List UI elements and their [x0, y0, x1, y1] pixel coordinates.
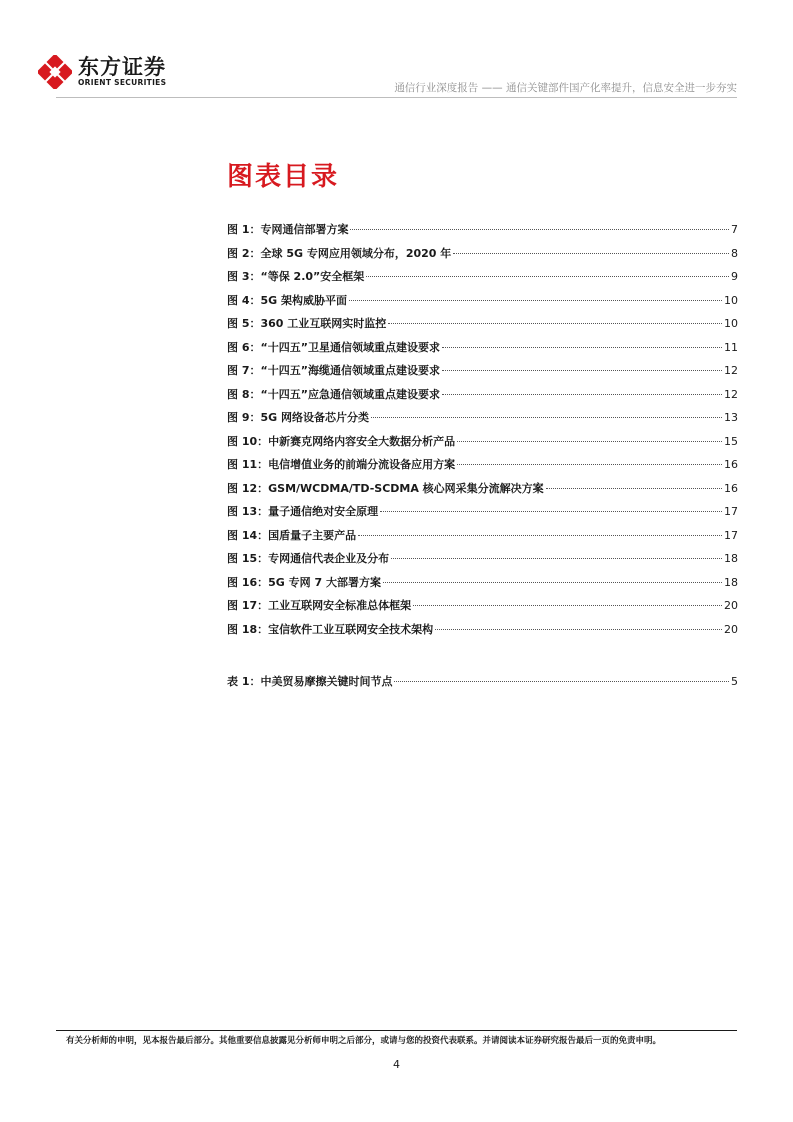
- toc-leader-dots: [546, 488, 722, 489]
- footer-disclaimer: 有关分析师的申明，见本报告最后部分。其他重要信息披露见分析师申明之后部分，或请与您的投资代表联系。并请阅读本证券研究报告最后一页的免责申明。: [66, 1036, 662, 1046]
- toc-entry-page: 10: [724, 293, 738, 307]
- toc-entry[interactable]: [227, 362, 738, 386]
- page-title: 图表目录: [227, 162, 340, 192]
- toc-leader-dots: [391, 558, 722, 559]
- footer-divider: [56, 1030, 737, 1031]
- toc-entry-label: 图 13：量子通信绝对安全原理: [227, 505, 379, 518]
- logo-chinese-name: 东方证券: [78, 55, 166, 79]
- toc-entry-label: 图 2：全球 5G 专网应用领域分布，2020 年: [227, 246, 452, 260]
- header-divider: [56, 97, 737, 98]
- toc-entry[interactable]: [227, 550, 738, 574]
- toc-entry-page: 15: [724, 434, 738, 448]
- toc-entry-page: 20: [724, 622, 738, 636]
- toc-leader-dots: [442, 370, 722, 371]
- toc-entry-page: 7: [731, 223, 738, 236]
- toc-entry[interactable]: [227, 315, 738, 339]
- toc-entry-label: 图 9：5G 网络设备芯片分类: [227, 411, 369, 424]
- toc-entry-page: 12: [724, 364, 738, 377]
- toc-entry[interactable]: [227, 673, 738, 697]
- toc-entry-page: 17: [724, 528, 738, 542]
- toc-entry-label: 图 7：“十四五”海缆通信领域重点建设要求: [227, 364, 440, 377]
- toc-leader-dots: [380, 511, 722, 512]
- toc-entry[interactable]: [227, 292, 738, 316]
- toc-entry[interactable]: [227, 527, 738, 551]
- toc-entry-label: 图 16：5G 专网 7 大部署方案: [227, 575, 381, 589]
- toc-entry[interactable]: [227, 268, 738, 292]
- toc-entry[interactable]: [227, 621, 738, 645]
- toc-leader-dots: [388, 323, 722, 324]
- toc-leader-dots: [435, 629, 722, 630]
- company-logo: [38, 55, 166, 89]
- toc-entry-page: 11: [724, 340, 738, 354]
- toc-entry-label: 图 10：中新赛克网络内容安全大数据分析产品: [227, 434, 456, 448]
- toc-leader-dots: [442, 394, 722, 395]
- toc-entry-label: 图 5：360 工业互联网实时监控: [227, 317, 387, 330]
- toc-entry-page: 16: [724, 481, 738, 495]
- logo-english-name: ORIENT SECURITIES: [78, 78, 167, 87]
- table-list: [227, 673, 738, 697]
- toc-leader-dots: [413, 605, 722, 606]
- toc-leader-dots: [383, 582, 722, 583]
- report-header-title: 通信行业深度报告 —— 通信关键部件国产化率提升，信息安全进一步夯实: [394, 82, 737, 94]
- toc-entry-label: 图 6：“十四五”卫星通信领域重点建设要求: [227, 340, 440, 354]
- toc-entry-label: 表 1：中美贸易摩擦关键时间节点: [227, 675, 393, 688]
- toc-entry[interactable]: [227, 480, 738, 504]
- toc-leader-dots: [394, 681, 729, 682]
- toc-entry[interactable]: [227, 503, 738, 527]
- toc-entry-page: 5: [731, 675, 738, 688]
- toc-leader-dots: [457, 441, 722, 442]
- toc-entry-label: 图 12：GSM/WCDMA/TD-SCDMA 核心网采集分流解决方案: [227, 481, 544, 495]
- toc-leader-dots: [350, 229, 729, 230]
- toc-entry-label: 图 4：5G 架构威胁平面: [227, 293, 347, 307]
- toc-entry-page: 16: [724, 458, 738, 471]
- toc-entry-label: 图 18：宝信软件工业互联网安全技术架构: [227, 622, 434, 636]
- toc-entry-page: 17: [724, 505, 738, 518]
- toc-entry[interactable]: [227, 221, 738, 245]
- toc-entry[interactable]: [227, 433, 738, 457]
- toc-leader-dots: [358, 535, 722, 536]
- figure-list: [227, 221, 738, 644]
- toc-entry-page: 8: [731, 246, 738, 260]
- toc-entry-label: 图 15：专网通信代表企业及分布: [227, 552, 390, 565]
- toc-entry-label: 图 1：专网通信部署方案: [227, 223, 349, 236]
- toc-entry-page: 20: [724, 599, 738, 612]
- toc-leader-dots: [366, 276, 729, 277]
- toc-entry-label: 图 3：“等保 2.0”安全框架: [227, 270, 365, 283]
- toc-entry[interactable]: [227, 386, 738, 410]
- toc-entry-page: 9: [731, 270, 738, 283]
- toc-leader-dots: [371, 417, 722, 418]
- page-number: 4: [393, 1058, 400, 1071]
- toc-entry-page: 18: [724, 575, 738, 589]
- toc-entry-page: 12: [724, 387, 738, 401]
- toc-entry-page: 13: [724, 411, 738, 424]
- toc-entry-label: 图 14：国盾量子主要产品: [227, 528, 357, 542]
- toc-leader-dots: [457, 464, 722, 465]
- toc-entry-label: 图 11：电信增值业务的前端分流设备应用方案: [227, 458, 456, 471]
- toc-entry[interactable]: [227, 409, 738, 433]
- toc-entry-page: 10: [724, 317, 738, 330]
- toc-entry[interactable]: [227, 339, 738, 363]
- toc-leader-dots: [442, 347, 722, 348]
- toc-entry[interactable]: [227, 597, 738, 621]
- toc-entry[interactable]: [227, 456, 738, 480]
- toc-leader-dots: [349, 300, 722, 301]
- toc-entry[interactable]: [227, 245, 738, 269]
- toc-entry-page: 18: [724, 552, 738, 565]
- toc-entry[interactable]: [227, 574, 738, 598]
- orient-securities-logo-icon: [38, 55, 72, 89]
- toc-entry-label: 图 17：工业互联网安全标准总体框架: [227, 599, 412, 612]
- toc-leader-dots: [453, 253, 729, 254]
- toc-entry-label: 图 8：“十四五”应急通信领域重点建设要求: [227, 387, 440, 401]
